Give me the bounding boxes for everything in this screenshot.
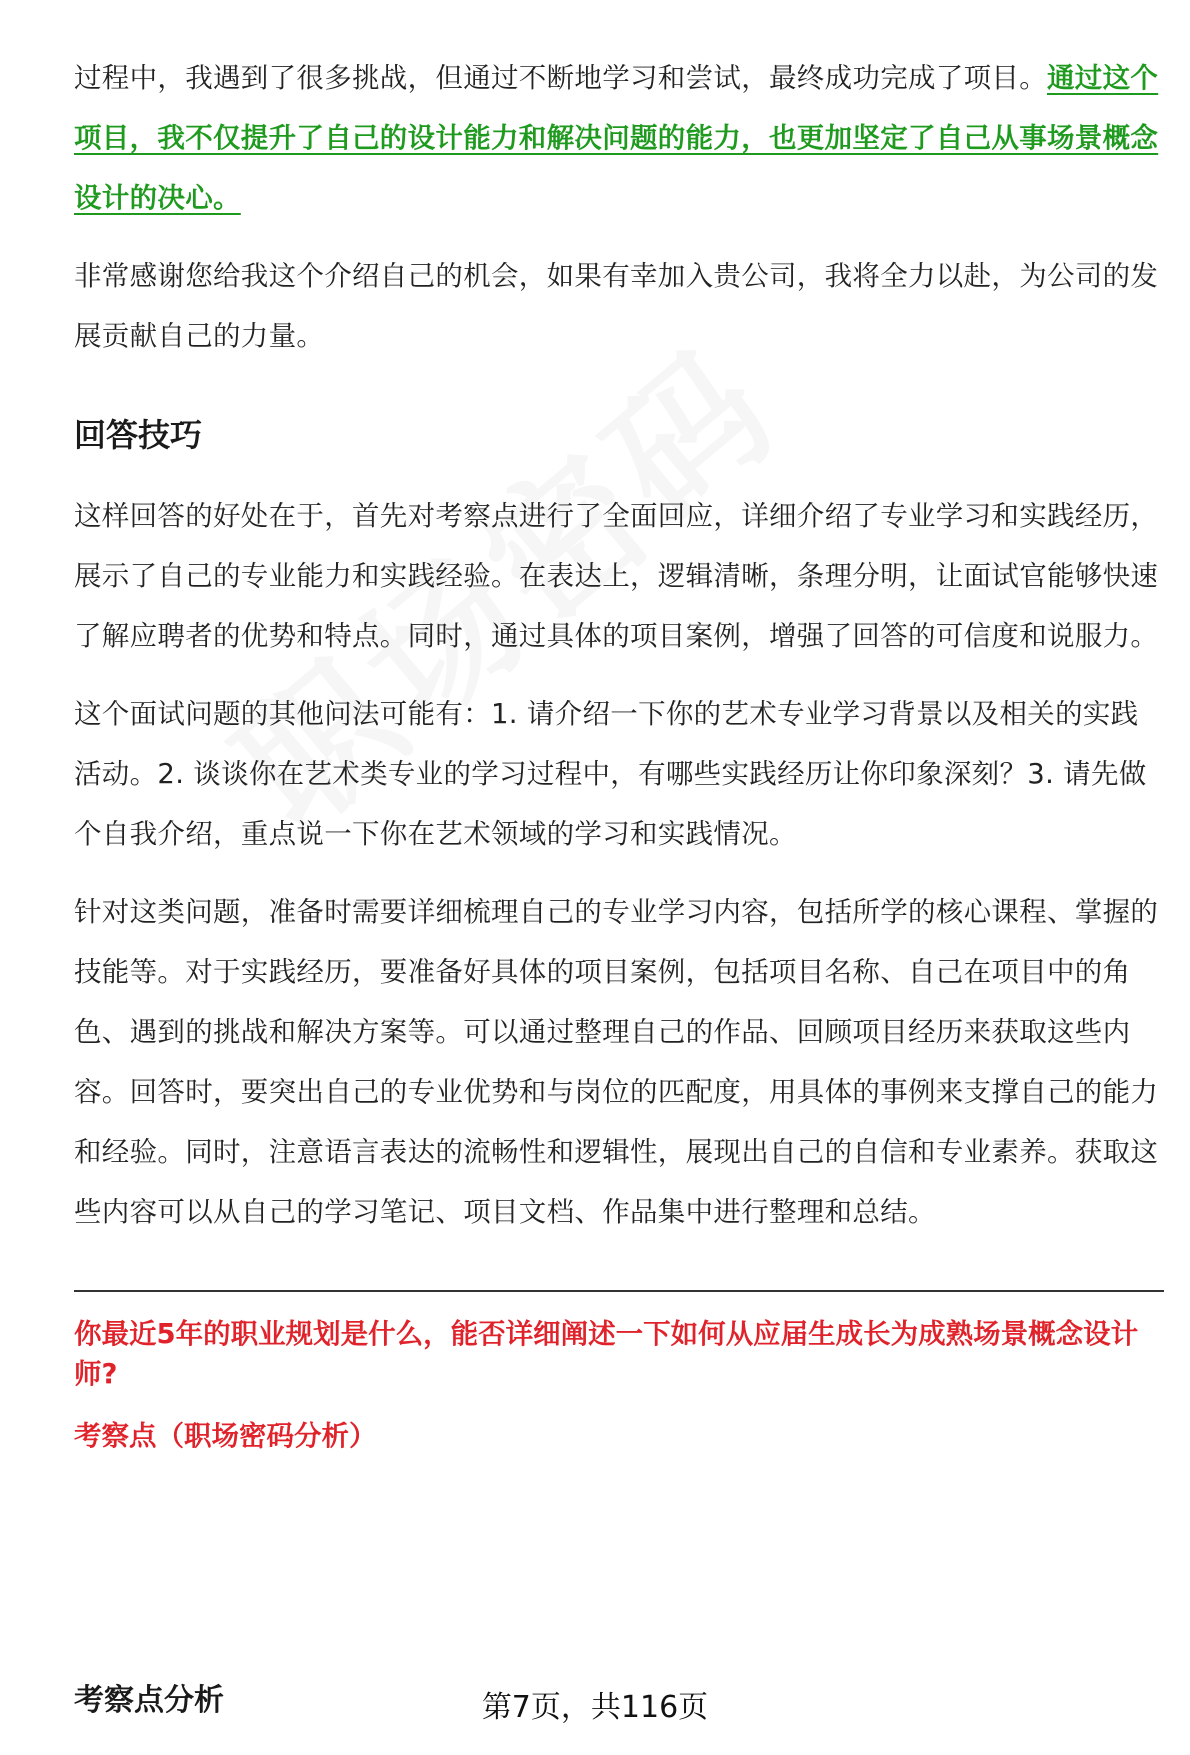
page-content — [74, 48, 1164, 1456]
paragraph-text: 过程中，我遇到了很多挑战，但通过不断地学习和尝试，最终成功完成了项目。 — [74, 62, 1047, 94]
paragraph-thanks: 非常感谢您给我这个介绍自己的机会，如果有幸加入贵公司，我将全力以赴，为公司的发展贡献自己的力量。 — [74, 260, 1159, 352]
paragraph-preparation-tips: 针对这类问题，准备时需要详细梳理自己的专业学习内容，包括所学的核心课程、掌握的技能等。对于实践经历，要准备好具体的项目案例，包括项目名称、自己在项目中的角色、遇到的挑战和解决方案等。可以通过整理自己的作品、回顾项目经历来获取这些内容。回答时，要突出自己的专业优势和与岗位的匹配度，用具体的事例来支撑自己的能力和经验。同时，注意语言表达的流畅性和逻辑性，展现出自己的自信和专业素养。获取这些内容可以从自己的学习笔记、项目文档、作品集中进行整理和总结。 — [74, 896, 1159, 1228]
assessment-point-label: 考察点（职场密码分析） — [74, 1420, 377, 1452]
section-title: 回答技巧 — [74, 416, 203, 454]
page-footer: 第7页，共116页 — [481, 1690, 709, 1725]
highlighted-text: 通过这个项目，我不仅提升了自己的设计能力和解决问题的能力，也更加坚定了自己从事场景概念设计的决心。 — [74, 62, 1159, 214]
clipped-heading-text: 考察点分析 — [74, 1683, 224, 1718]
next-question: 你最近5年的职业规划是什么，能否详细阐述一下如何从应届生成长为成熟场景概念设计师? — [74, 1318, 1139, 1390]
section-divider — [74, 1290, 1164, 1292]
paragraph-alternative-questions: 这个面试问题的其他问法可能有：1. 请介绍一下你的艺术专业学习背景以及相关的实践活动。2. 谈谈你在艺术类专业的学习过程中，有哪些实践经历让你印象深刻？3. 请先做个自我介绍，重点说一下你在艺术领域的学习和实践情况。 — [74, 698, 1147, 850]
paragraph-answer-analysis: 这样回答的好处在于，首先对考察点进行了全面回应，详细介绍了专业学习和实践经历，展示了自己的专业能力和实践经验。在表达上，逻辑清晰，条理分明，让面试官能够快速了解应聘者的优势和特点。同时，通过具体的项目案例，增强了回答的可信度和说服力。 — [74, 500, 1159, 652]
paragraph-project-conclusion — [74, 48, 1164, 228]
